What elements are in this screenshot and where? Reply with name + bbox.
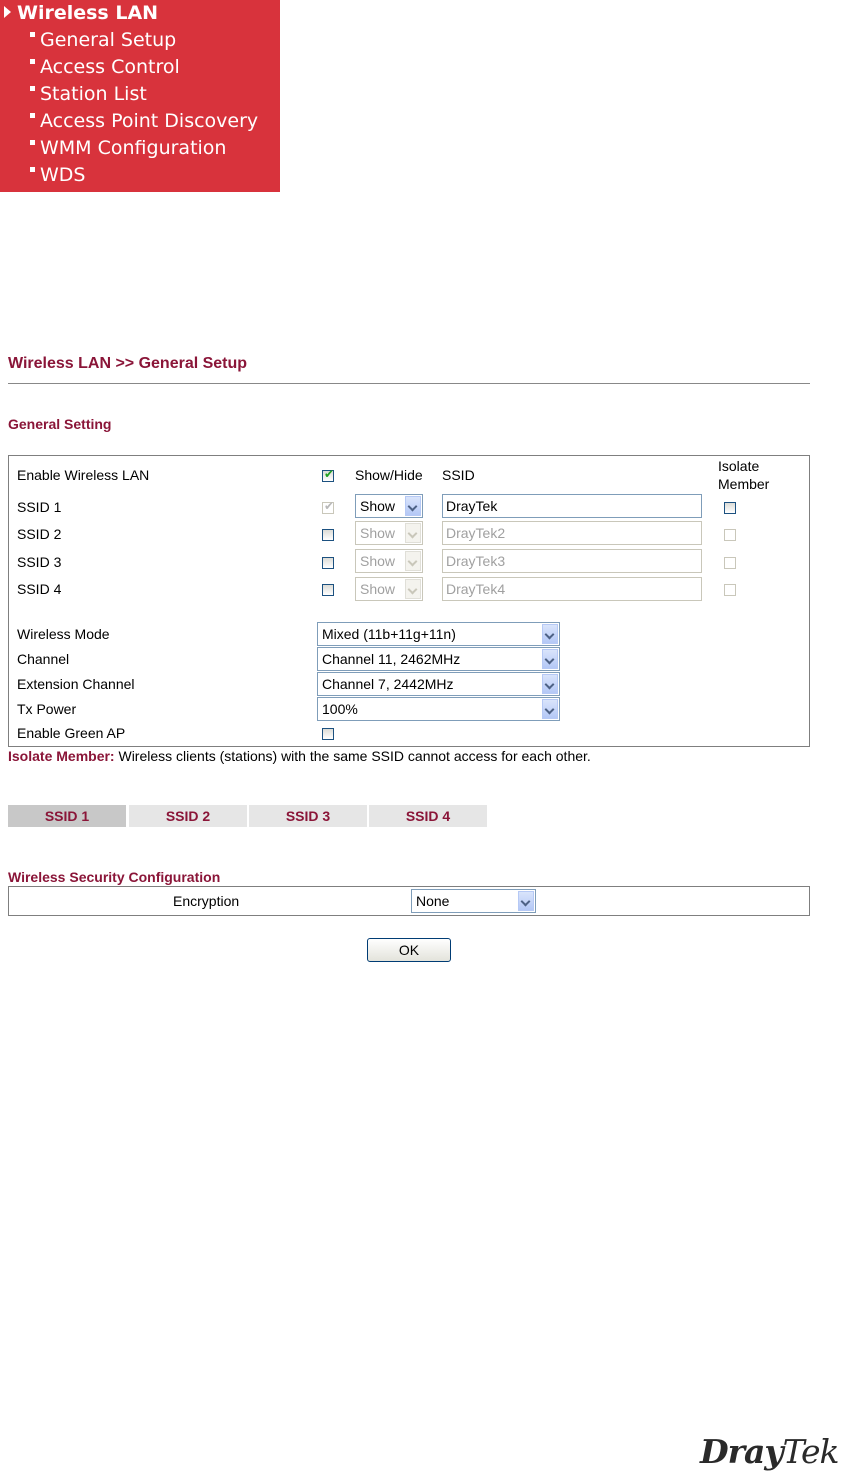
channel-select[interactable] <box>317 647 560 671</box>
ssid2-label: SSID 2 <box>17 526 62 542</box>
ssid1-enable-checkbox <box>322 499 335 514</box>
ssid3-isolate-checkbox <box>724 557 736 569</box>
chevron-down-icon <box>405 551 421 571</box>
menu-item-label: Station List <box>40 83 147 105</box>
ssid4-showhide-select <box>355 577 423 601</box>
tab-ssid-2[interactable]: SSID 2 <box>129 805 247 827</box>
chevron-down-icon <box>405 523 421 543</box>
encryption-value: None <box>416 893 450 909</box>
channel-value: Channel 11, 2462MHz <box>322 651 461 667</box>
menu-item-label: WDS <box>40 164 86 186</box>
logo-part2: Tek <box>782 1432 839 1471</box>
extension-channel-label: Extension Channel <box>17 676 135 692</box>
ssid2-enable-checkbox[interactable] <box>322 529 334 541</box>
caret-right-icon <box>4 6 11 18</box>
ssid-column-header: SSID <box>442 467 475 483</box>
ssid3-input: DrayTek3 <box>442 549 702 573</box>
ssid2-showhide-select <box>355 521 423 545</box>
menu-item-general-setup[interactable] <box>30 28 176 52</box>
menu-title-label: Wireless LAN <box>17 2 159 24</box>
bullet-icon <box>30 32 35 37</box>
menu-title-wireless-lan[interactable] <box>4 1 158 25</box>
wireless-mode-value: Mixed (11b+11g+11n) <box>322 626 456 642</box>
ssid1-isolate-checkbox[interactable] <box>724 502 736 514</box>
draytek-logo <box>700 1432 839 1471</box>
bullet-icon <box>30 140 35 145</box>
page-breadcrumb: Wireless LAN >> General Setup <box>8 355 248 372</box>
ssid4-isolate-checkbox <box>724 584 736 596</box>
chevron-down-icon <box>542 624 558 644</box>
ssid3-showhide-select <box>355 549 423 573</box>
ssid4-label: SSID 4 <box>17 581 62 597</box>
chevron-down-icon <box>542 649 558 669</box>
tab-ssid-1[interactable]: SSID 1 <box>8 805 126 827</box>
note-bold-label: Isolate Member: <box>8 748 115 764</box>
extension-channel-select[interactable] <box>317 672 560 696</box>
showhide-column-header: Show/Hide <box>355 467 423 483</box>
wireless-security-title: Wireless Security Configuration <box>8 869 221 885</box>
ssid3-enable-checkbox[interactable] <box>322 557 334 569</box>
wireless-mode-label: Wireless Mode <box>17 626 110 642</box>
menu-item-access-point-discovery[interactable] <box>30 109 258 133</box>
ssid1-input[interactable]: DrayTek <box>442 494 702 518</box>
ssid4-enable-checkbox[interactable] <box>322 584 334 596</box>
bullet-icon <box>30 113 35 118</box>
menu-item-label: Access Control <box>40 56 180 78</box>
wireless-security-panel <box>8 886 810 916</box>
isolate-column-header-line1: Isolate <box>718 458 760 474</box>
general-setting-panel <box>8 455 810 747</box>
green-ap-checkbox[interactable] <box>322 728 334 740</box>
menu-item-wds[interactable] <box>30 163 85 187</box>
chevron-down-icon <box>542 674 558 694</box>
menu-item-label: WMM Configuration <box>40 137 227 159</box>
menu-item-station-list[interactable] <box>30 82 147 106</box>
chevron-down-icon <box>542 699 558 719</box>
general-setting-title: General Setting <box>8 416 112 432</box>
ssid2-isolate-checkbox <box>724 529 736 541</box>
heading-divider <box>8 383 810 384</box>
ssid3-label: SSID 3 <box>17 554 62 570</box>
isolate-column-header-line2: Member <box>718 476 770 492</box>
ssid2-input: DrayTek2 <box>442 521 702 545</box>
ssid2-showhide-value: Show <box>360 525 396 541</box>
wireless-mode-select[interactable] <box>317 622 560 646</box>
tab-ssid-3[interactable]: SSID 3 <box>249 805 367 827</box>
bullet-icon <box>30 86 35 91</box>
chevron-down-icon <box>518 891 534 911</box>
menu-item-label: General Setup <box>40 29 177 51</box>
wireless-lan-menu <box>0 0 280 192</box>
logo-part1: Dray <box>700 1432 783 1471</box>
encryption-label: Encryption <box>173 893 240 909</box>
enable-wireless-lan-checkbox[interactable] <box>322 467 335 482</box>
tx-power-select[interactable] <box>317 697 560 721</box>
chevron-down-icon <box>405 579 421 599</box>
check-icon: ✔ <box>324 467 335 481</box>
bullet-icon <box>30 167 35 172</box>
enable-wireless-lan-label: Enable Wireless LAN <box>17 467 150 483</box>
note-text: Wireless clients (stations) with the same SSID cannot access for each other. <box>114 748 591 764</box>
ssid3-showhide-value: Show <box>360 553 396 569</box>
tab-ssid-4[interactable]: SSID 4 <box>369 805 487 827</box>
ssid1-showhide-value: Show <box>360 498 396 514</box>
menu-item-label: Access Point Discovery <box>40 110 259 132</box>
ssid4-input: DrayTek4 <box>442 577 702 601</box>
ssid4-showhide-value: Show <box>360 581 396 597</box>
menu-item-access-control[interactable] <box>30 55 180 79</box>
encryption-select[interactable] <box>411 889 536 913</box>
bullet-icon <box>30 59 35 64</box>
ssid1-showhide-select[interactable] <box>355 494 423 518</box>
channel-label: Channel <box>17 651 70 667</box>
extension-channel-value: Channel 7, 2442MHz <box>322 676 454 692</box>
tx-power-value: 100% <box>322 701 358 717</box>
ok-button[interactable]: OK <box>367 938 451 962</box>
check-icon: ✔ <box>324 499 335 513</box>
green-ap-label: Enable Green AP <box>17 725 126 741</box>
tx-power-label: Tx Power <box>17 701 77 717</box>
chevron-down-icon <box>405 496 421 516</box>
isolate-member-note <box>8 748 591 764</box>
ssid1-label: SSID 1 <box>17 499 62 515</box>
menu-item-wmm-configuration[interactable] <box>30 136 226 160</box>
